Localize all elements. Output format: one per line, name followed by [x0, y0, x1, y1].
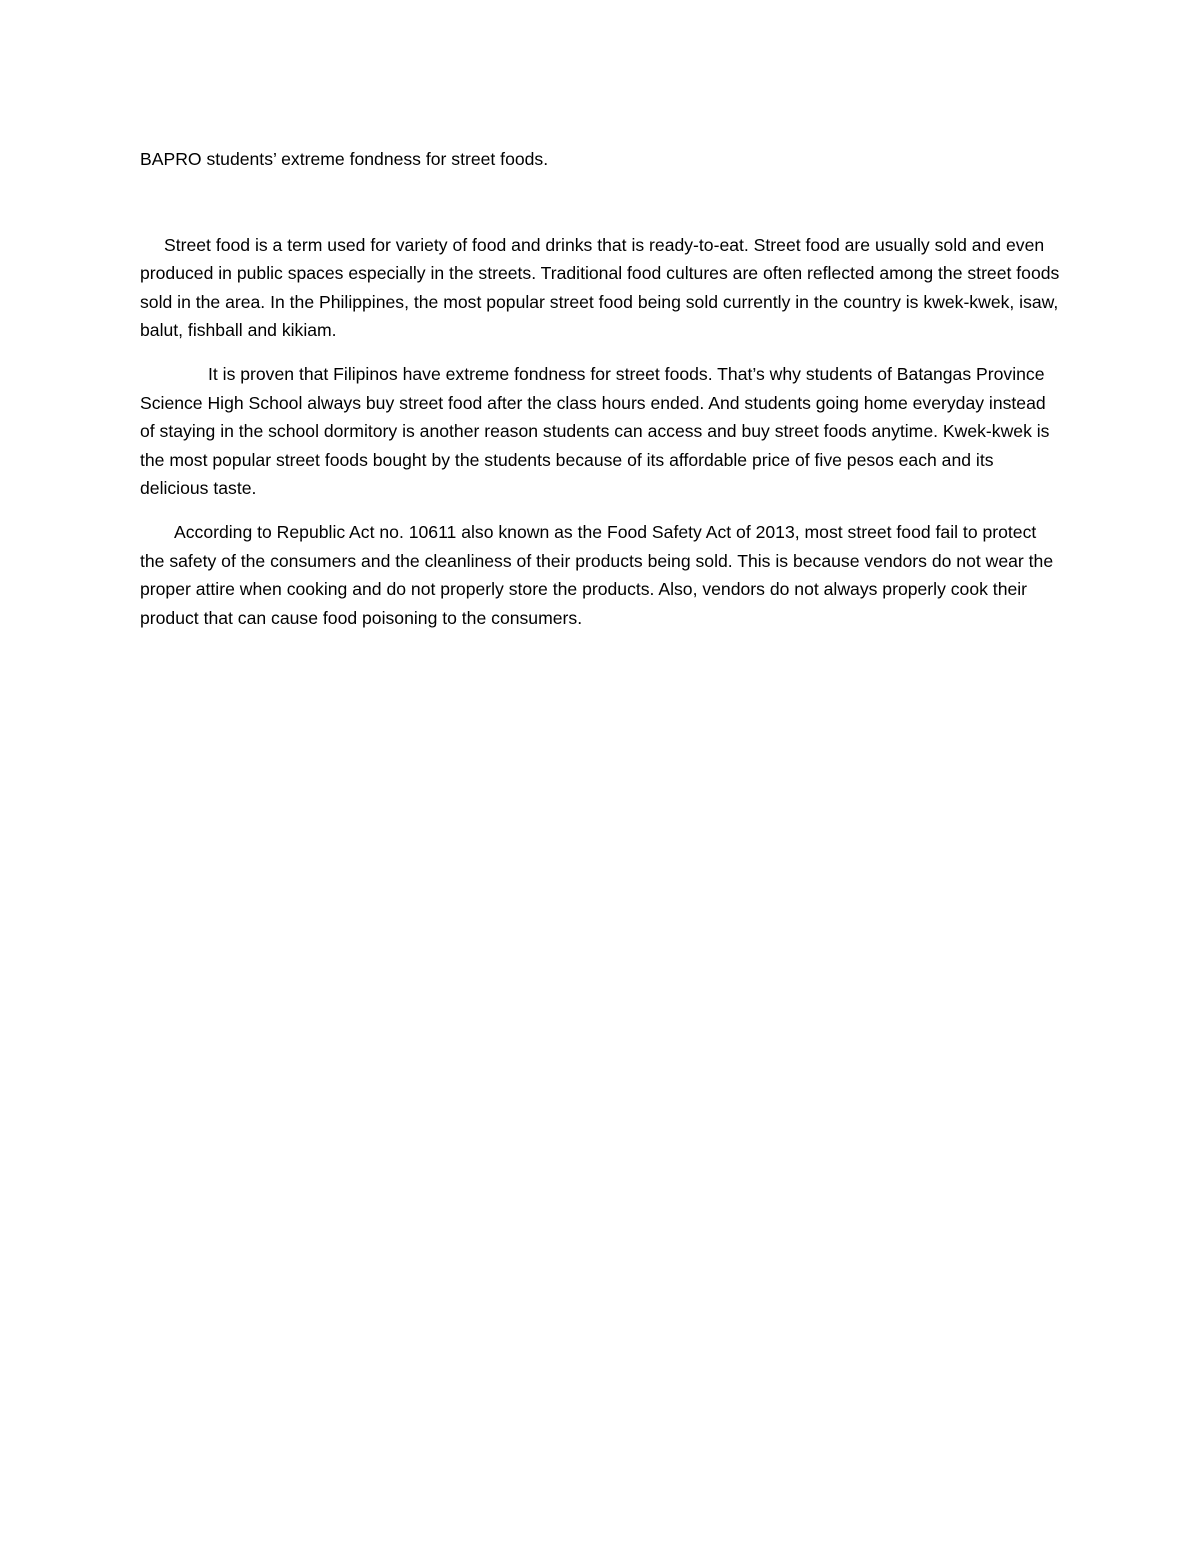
- paragraph-street-food-definition: Street food is a term used for variety of food and drinks that is ready-to-eat. Street food are usually sold and even produced in public spaces especially in the streets. Traditional food cultures are often reflected among the street foods sold in the area. In the Philippines, the most popular street food being sold currently in the country is kwek-kwek, isaw, balut, fishball and kikiam.: [140, 234, 1060, 341]
- document-title: BAPRO students’ extreme fondness for street foods.: [140, 149, 549, 169]
- paragraph-filipino-fondness: It is proven that Filipinos have extreme fondness for street foods. That’s why students of Batangas Province Science High School always buy street food after the class hours ended. And students going home everyday instead of staying in the school dormitory is another reason students can access and buy street foods anytime. Kwek-kwek is the most popular street foods bought by the students because of its affordable price of five pesos each and its delicious taste.: [140, 363, 1050, 499]
- document-body: [140, 145, 1060, 632]
- paragraph-food-safety-act: According to Republic Act no. 10611 also known as the Food Safety Act of 2013, most street food fail to protect the safety of the consumers and the cleanliness of their products being sold. This is because vendors do not wear the proper attire when cooking and do not properly store the products. Also, vendors do not always properly cook their product that can cause food poisoning to the consumers.: [140, 521, 1054, 628]
